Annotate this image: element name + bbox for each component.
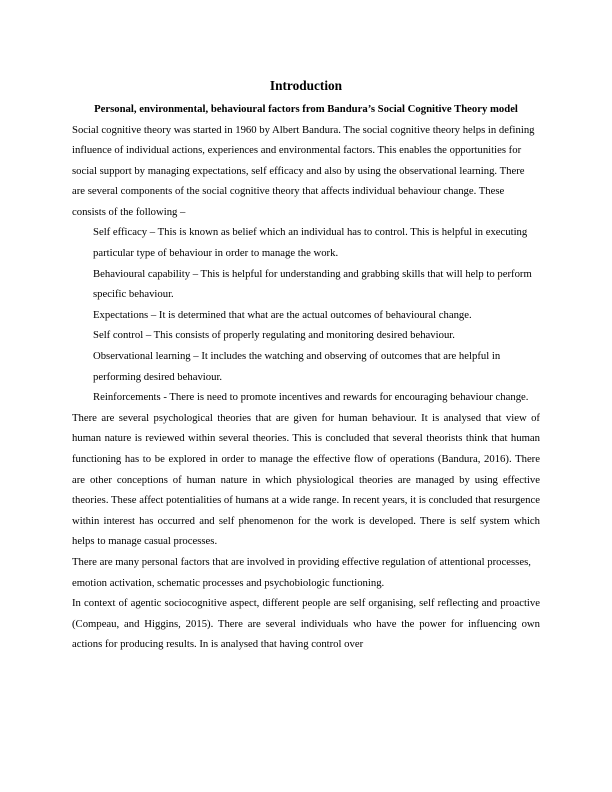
intro-paragraph: Social cognitive theory was started in 1960 by Albert Bandura. The social cognitive theory helps in defining influence of individual actions, experiences and environmental factors. This enables the opportunities for social support by managing expectations, self efficacy and also by using the observational learning. There are several components of the social cognitive theory that affects individual behaviour change. These consists of the following – — [72, 123, 535, 218]
body-paragraph: There are several psychological theories that are given for human behaviour. It is analysed that view of human nature is reviewed within several theories. This is concluded that several theorists think that human functioning has to be explored in order to manage the effective flow of operations (Bandura, 2016). There are other conceptions of human nature in which physiological theories are managed by using effective theories. These affect potentialities of humans at a wide range. In recent years, it is concluded that resurgence within interest has occurred and self phenomenon for the work is developed. There is self system which helps to manage casual processes. — [72, 411, 540, 548]
body-paragraph: In context of agentic sociocognitive aspect, different people are self organising, self reflecting and proactive (Compeau, and Higgins, 2015). There are several individuals who have the power for influencing own actions for producing results. In is analysed that having control over — [72, 597, 540, 651]
section-subtitle: Personal, environmental, behavioural factors from Bandura’s Social Cognitive Theory model — [94, 103, 518, 115]
document-page — [72, 76, 540, 655]
list-item: Self control – This consists of properly regulating and monitoring desired behaviour. — [93, 329, 455, 342]
components-list — [93, 222, 540, 407]
list-item: Observational learning – It includes the watching and observing of outcomes that are helpful in performing desired behaviour. — [93, 350, 501, 383]
list-item: Reinforcements - There is need to promote incentives and rewards for encouraging behaviour change. — [93, 391, 529, 404]
list-item: Behavioural capability – This is helpful for understanding and grabbing skills that will help to perform specific behaviour. — [93, 267, 532, 301]
body-paragraph: There are many personal factors that are involved in providing effective regulation of attentional processes, emotion activation, schematic processes and psychobiologic functioning. — [72, 555, 531, 589]
list-item: Self efficacy – This is known as belief which an individual has to control. This is helpful in executing particular type of behaviour in order to manage the work. — [93, 226, 528, 260]
list-item: Expectations – It is determined that what are the actual outcomes of behavioural change. — [93, 308, 472, 321]
page-title: Introduction — [269, 78, 343, 93]
